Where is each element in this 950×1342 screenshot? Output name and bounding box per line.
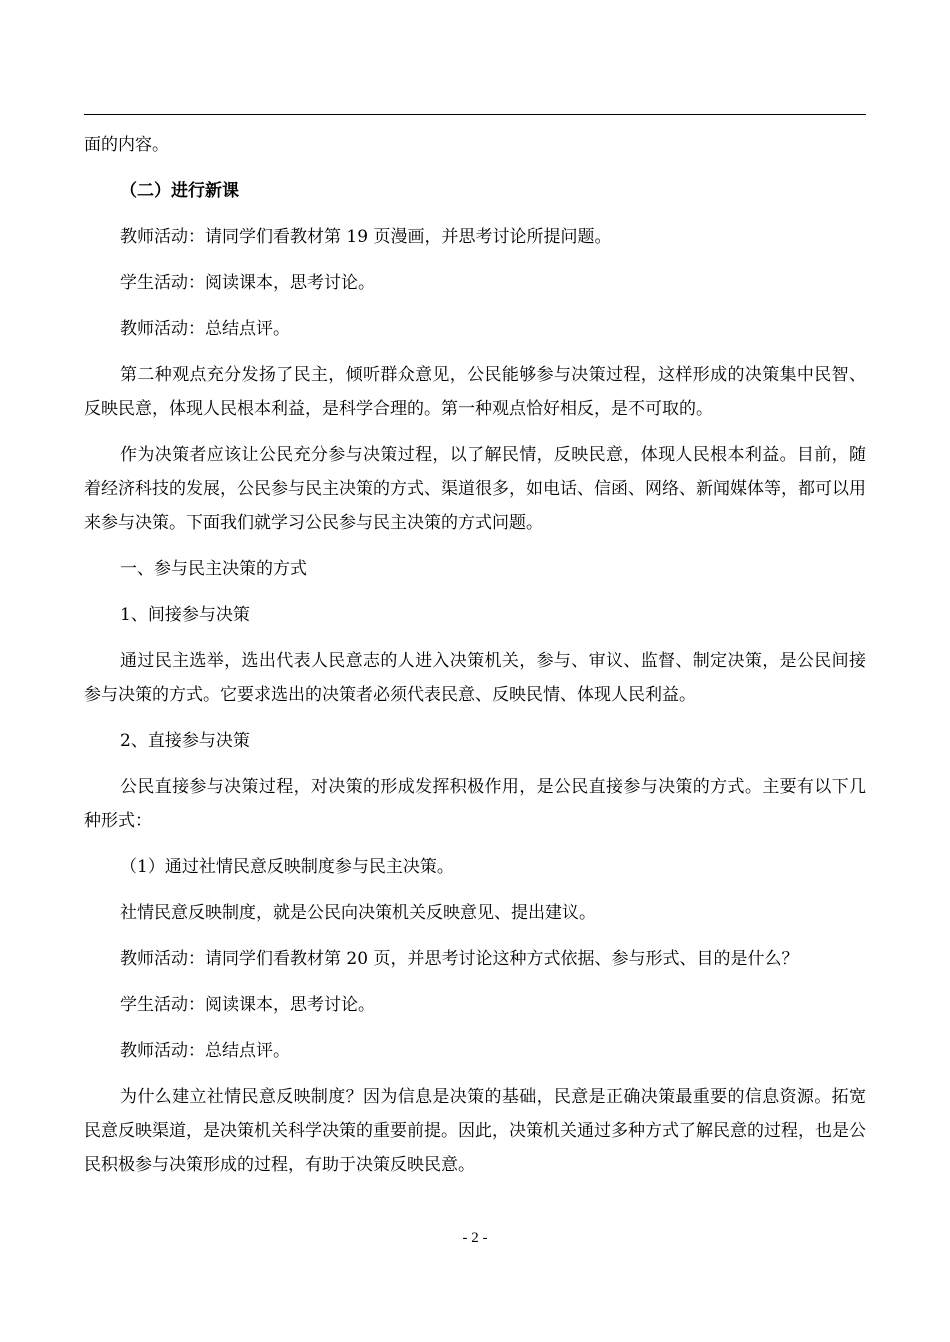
document-body xyxy=(84,128,866,1182)
page-number: - 2 - xyxy=(462,1230,488,1246)
paragraph-second-viewpoint: 第二种观点充分发扬了民主，倾听群众意见，公民能够参与决策过程，这样形成的决策集中民智、反映民意，体现人民根本利益，是科学合理的。第一种观点恰好相反，是不可取的。 xyxy=(84,365,866,419)
paragraph-teacher-activity-2: 教师活动：请同学们看教材第 20 页，并思考讨论这种方式依据、参与形式、目的是什么？ xyxy=(120,949,799,969)
paragraph-teacher-summary-1: 教师活动：总结点评。 xyxy=(120,319,290,339)
heading-indirect-participation: 1、间接参与决策 xyxy=(120,605,250,625)
paragraph-continuation: 面的内容。 xyxy=(84,135,169,155)
paragraph-teacher-summary-2: 教师活动：总结点评。 xyxy=(120,1041,290,1061)
paragraph-student-activity-2: 学生活动：阅读课本，思考讨论。 xyxy=(120,995,375,1015)
paragraph-student-activity-1: 学生活动：阅读课本，思考讨论。 xyxy=(120,273,375,293)
paragraph-social-opinion-definition: 社情民意反映制度，就是公民向决策机关反映意见、提出建议。 xyxy=(120,903,596,923)
heading-direct-participation: 2、直接参与决策 xyxy=(120,731,250,751)
paragraph-direct-participation: 公民直接参与决策过程，对决策的形成发挥积极作用，是公民直接参与决策的方式。主要有以下几种形式： xyxy=(84,777,866,831)
section-heading-new-lesson: （二）进行新课 xyxy=(120,181,239,201)
paragraph-why-social-opinion: 为什么建立社情民意反映制度？因为信息是决策的基础，民意是正确决策最重要的信息资源。拓宽民意反映渠道，是决策机关科学决策的重要前提。因此，决策机关通过多种方式了解民意的过程，也是公民积极参与决策形成的过程，有助于决策反映民意。 xyxy=(84,1087,866,1175)
header-rule xyxy=(84,114,866,115)
paragraph-teacher-activity-1: 教师活动：请同学们看教材第 19 页漫画，并思考讨论所提问题。 xyxy=(120,227,612,247)
paragraph-decision-maker: 作为决策者应该让公民充分参与决策过程，以了解民情，反映民意，体现人民根本利益。目前，随着经济科技的发展，公民参与民主决策的方式、渠道很多，如电话、信函、网络、新闻媒体等，都可以用来参与决策。下面我们就学习公民参与民主决策的方式问题。 xyxy=(84,445,866,533)
heading-social-opinion-system: （1）通过社情民意反映制度参与民主决策。 xyxy=(120,857,454,877)
heading-participation-methods: 一、参与民主决策的方式 xyxy=(120,559,307,579)
paragraph-indirect-participation: 通过民主选举，选出代表人民意志的人进入决策机关，参与、审议、监督、制定决策，是公民间接参与决策的方式。它要求选出的决策者必须代表民意、反映民情、体现人民利益。 xyxy=(84,651,866,705)
